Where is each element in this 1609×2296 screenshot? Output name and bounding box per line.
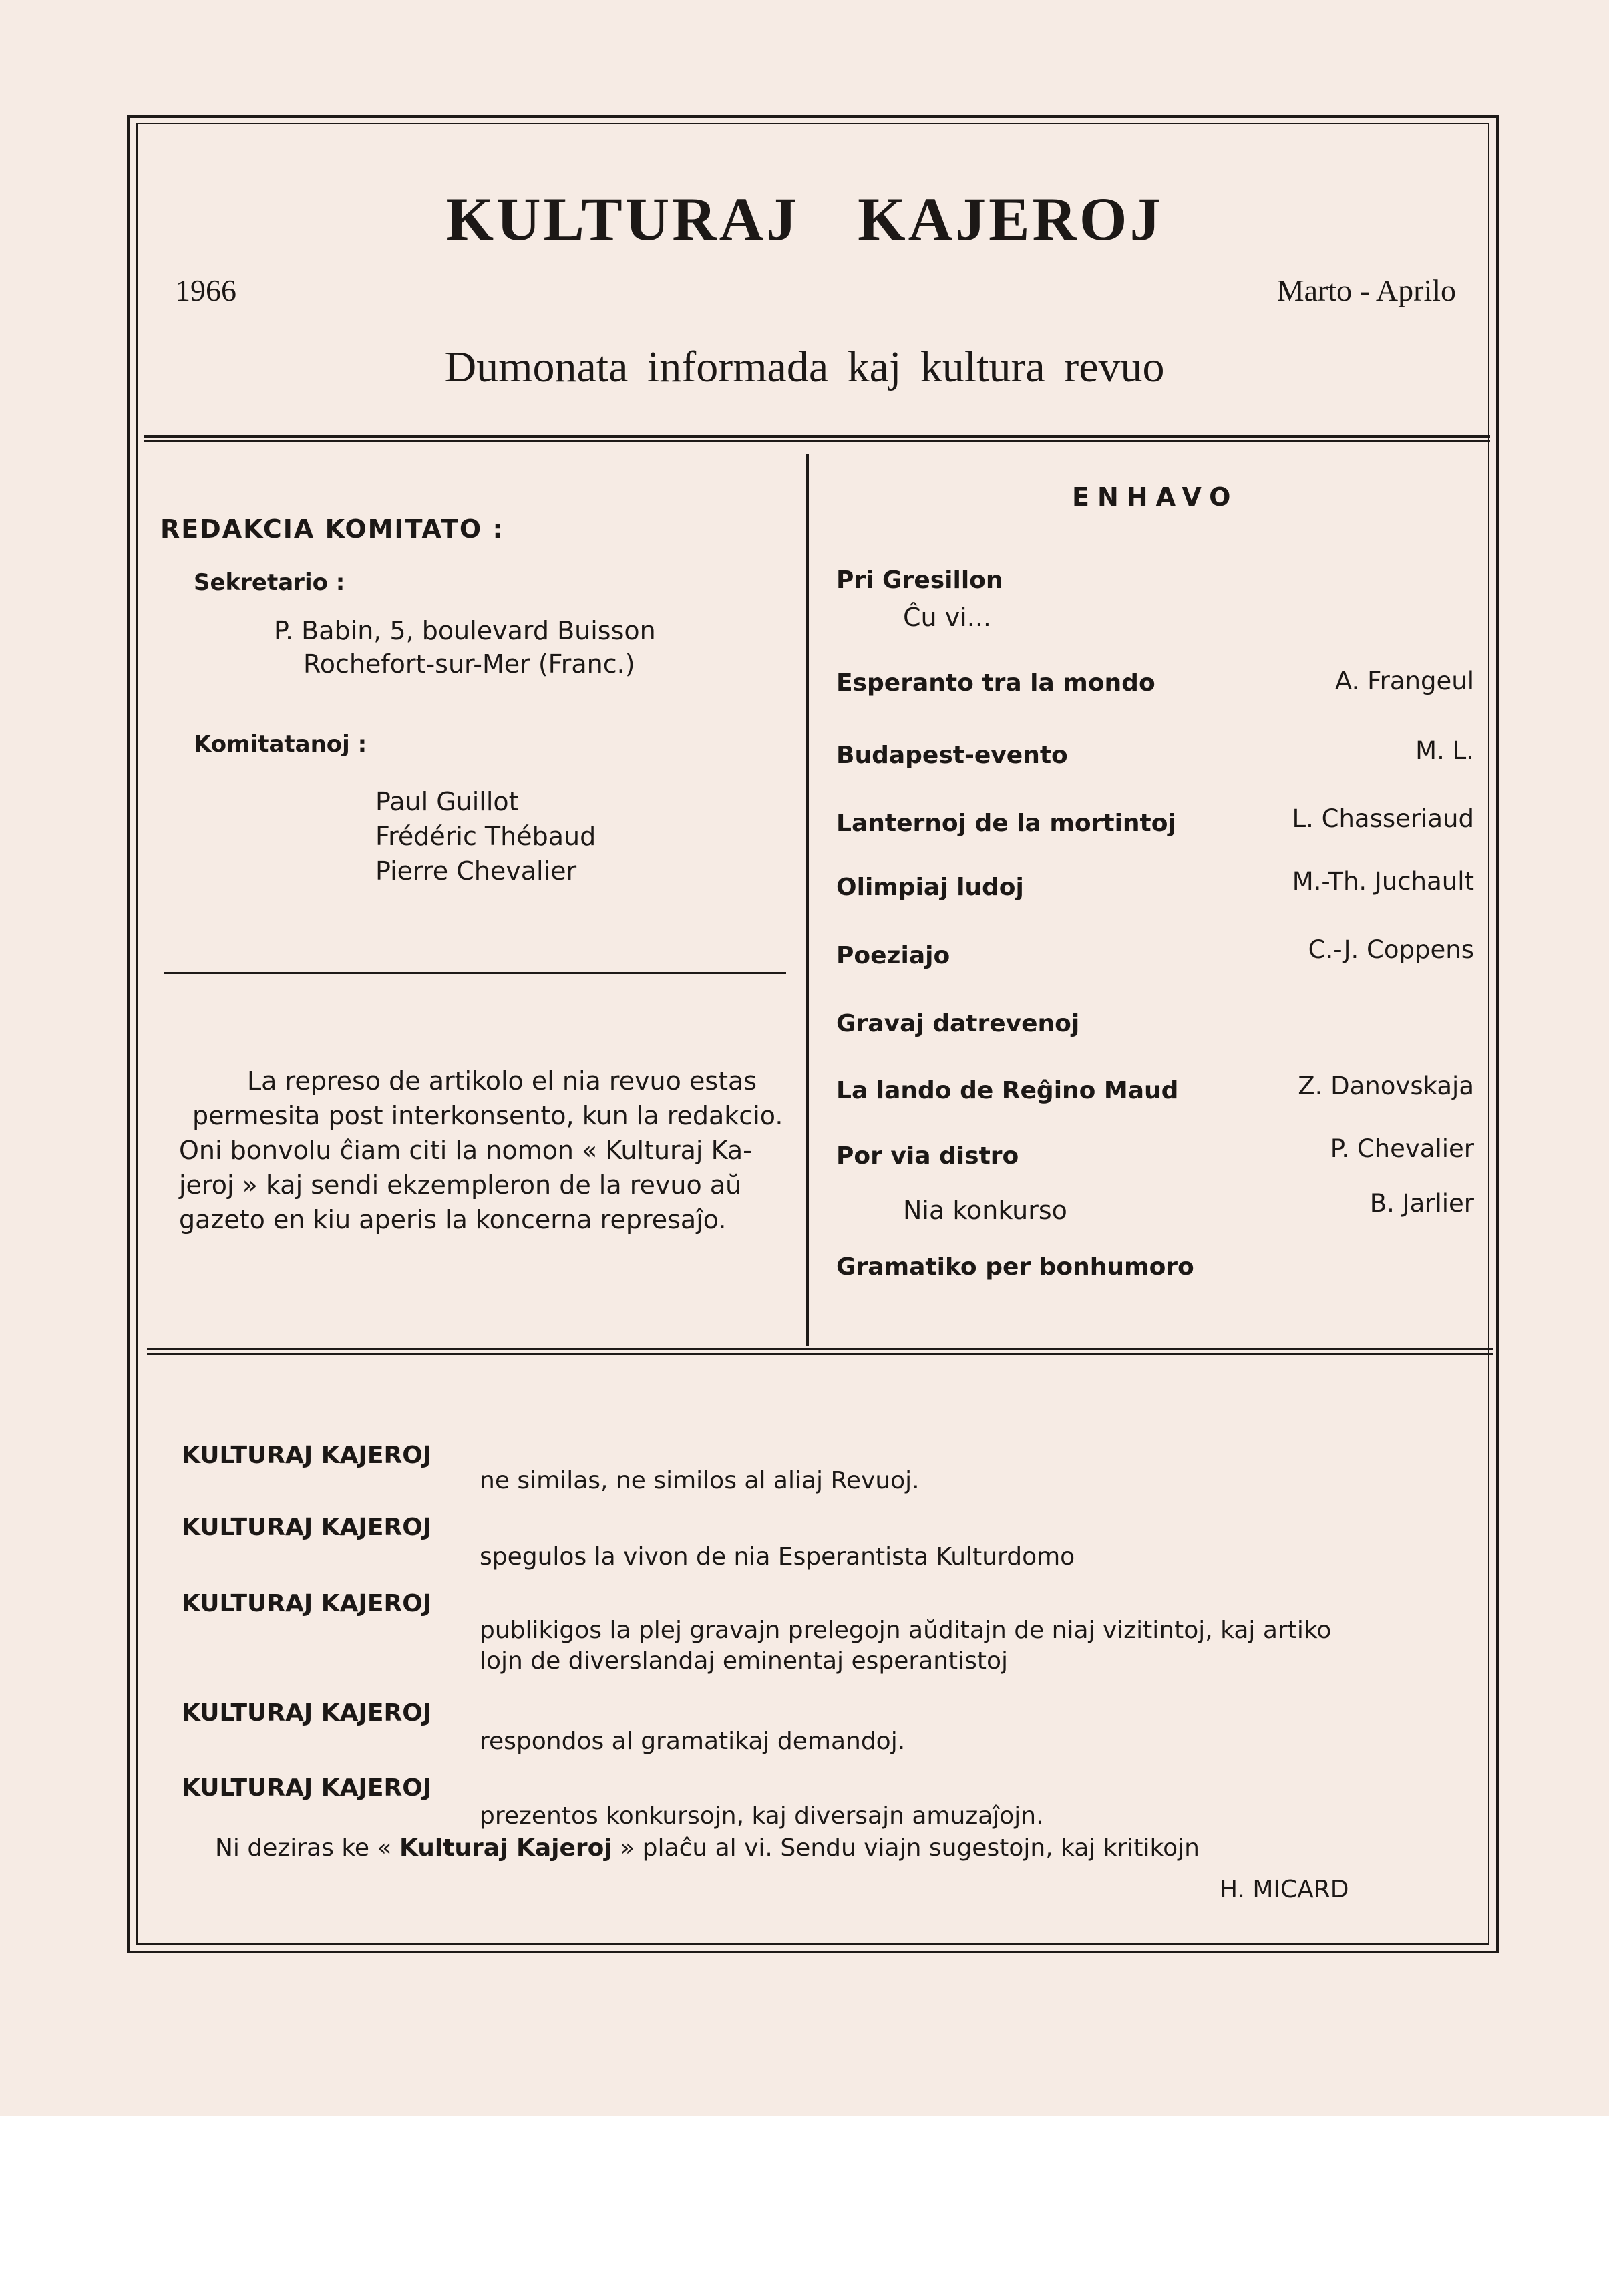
toc-title: Gramatiko per bonhumoro <box>836 1253 1194 1281</box>
notice-line: Oni bonvolu ĉiam citi la nomon « Kulturaj Ka- <box>179 1136 752 1165</box>
signature: H. MICARD <box>1220 1876 1349 1903</box>
toc-author: Z. Danovskaja <box>1298 1072 1474 1100</box>
toc-author: M.-Th. Juchault <box>1292 867 1474 896</box>
closing-magazine-name: Kulturaj Kajeroj <box>399 1834 612 1862</box>
issue-year: 1966 <box>175 273 236 307</box>
toc-author: C.-J. Coppens <box>1308 935 1474 964</box>
issue-months: Marto - Aprilo <box>1276 273 1456 307</box>
toc-title: Esperanto tra la mondo <box>836 669 1155 697</box>
notice-line: jeroj » kaj sendi ekzempleron de la revuo aŭ <box>179 1170 742 1200</box>
notice-line: La represo de artikolo el nia revuo estas <box>247 1066 757 1096</box>
magazine-title: KULTURAJ KAJEROJ <box>445 185 1164 253</box>
committee-member: Paul Guillot <box>375 787 519 816</box>
manifesto-line: prezentos konkursojn, kaj diversajn amuzaĵojn. <box>480 1802 1044 1830</box>
manifesto-line: publikigos la plej gravajn prelegojn aŭditajn de niaj vizitintoj, kaj artiko <box>480 1617 1332 1644</box>
section-divider-thin <box>147 1353 1493 1355</box>
toc-title: Gravaj datrevenoj <box>836 1010 1080 1037</box>
secretary-address-line: Rochefort-sur-Mer (Franc.) <box>303 649 635 679</box>
contents-heading: ENHAVO <box>1072 482 1239 512</box>
manifesto-name: KULTURAJ KAJEROJ <box>182 1442 432 1469</box>
toc-author: P. Chevalier <box>1330 1134 1474 1163</box>
committee-member: Pierre Chevalier <box>375 856 577 886</box>
manifesto-line: lojn de diverslandaj eminentaj esperantistoj <box>480 1647 1009 1675</box>
toc-author: B. Jarlier <box>1369 1189 1474 1218</box>
toc-author: M. L. <box>1415 736 1474 765</box>
notice-line: gazeto en kiu aperis la koncerna represaĵo. <box>179 1205 727 1235</box>
closing-line <box>215 1834 1200 1862</box>
manifesto-name: KULTURAJ KAJEROJ <box>182 1514 432 1541</box>
members-label: Komitatanoj : <box>194 731 367 758</box>
secretary-label: Sekretario : <box>194 569 345 596</box>
committee-heading: REDAKCIA KOMITATO : <box>160 514 504 544</box>
committee-divider <box>164 972 786 974</box>
notice-line: permesita post interkonsento, kun la redakcio. <box>192 1101 783 1130</box>
manifesto-name: KULTURAJ KAJEROJ <box>182 1774 432 1802</box>
toc-author: L. Chasseriaud <box>1292 804 1474 833</box>
manifesto-line: ne similas, ne similos al aliaj Revuoj. <box>480 1467 920 1494</box>
toc-title: Poeziajo <box>836 942 950 969</box>
manifesto-name: KULTURAJ KAJEROJ <box>182 1699 432 1727</box>
section-divider <box>147 1348 1493 1350</box>
toc-subtitle: Ĉu vi... <box>903 603 991 632</box>
manifesto-line: spegulos la vivon de nia Esperantista Kulturdomo <box>480 1543 1075 1571</box>
toc-title: Por via distro <box>836 1142 1019 1170</box>
toc-title: Lanternoj de la mortintoj <box>836 810 1176 837</box>
toc-subtitle: Nia konkurso <box>903 1196 1067 1225</box>
closing-suffix: » plaĉu al vi. Sendu viajn sugestojn, kaj kritikojn <box>620 1834 1200 1862</box>
closing-prefix: Ni deziras ke « <box>215 1834 392 1862</box>
manifesto-line: respondos al gramatikaj demandoj. <box>480 1728 906 1755</box>
toc-title: Budapest-evento <box>836 742 1068 769</box>
toc-author: A. Frangeul <box>1334 667 1474 695</box>
toc-title: Pri Gresillon <box>836 566 1003 594</box>
header-divider <box>144 435 1490 438</box>
toc-title: Olimpiaj ludoj <box>836 874 1024 901</box>
column-divider <box>806 454 809 1346</box>
toc-title: La lando de Reĝino Maud <box>836 1077 1179 1104</box>
magazine-subtitle: Dumonata informada kaj kultura revuo <box>444 343 1165 391</box>
header-divider-thin <box>144 440 1490 442</box>
committee-member: Frédéric Thébaud <box>375 822 596 851</box>
manifesto-name: KULTURAJ KAJEROJ <box>182 1590 432 1617</box>
secretary-address-line: P. Babin, 5, boulevard Buisson <box>274 616 656 645</box>
